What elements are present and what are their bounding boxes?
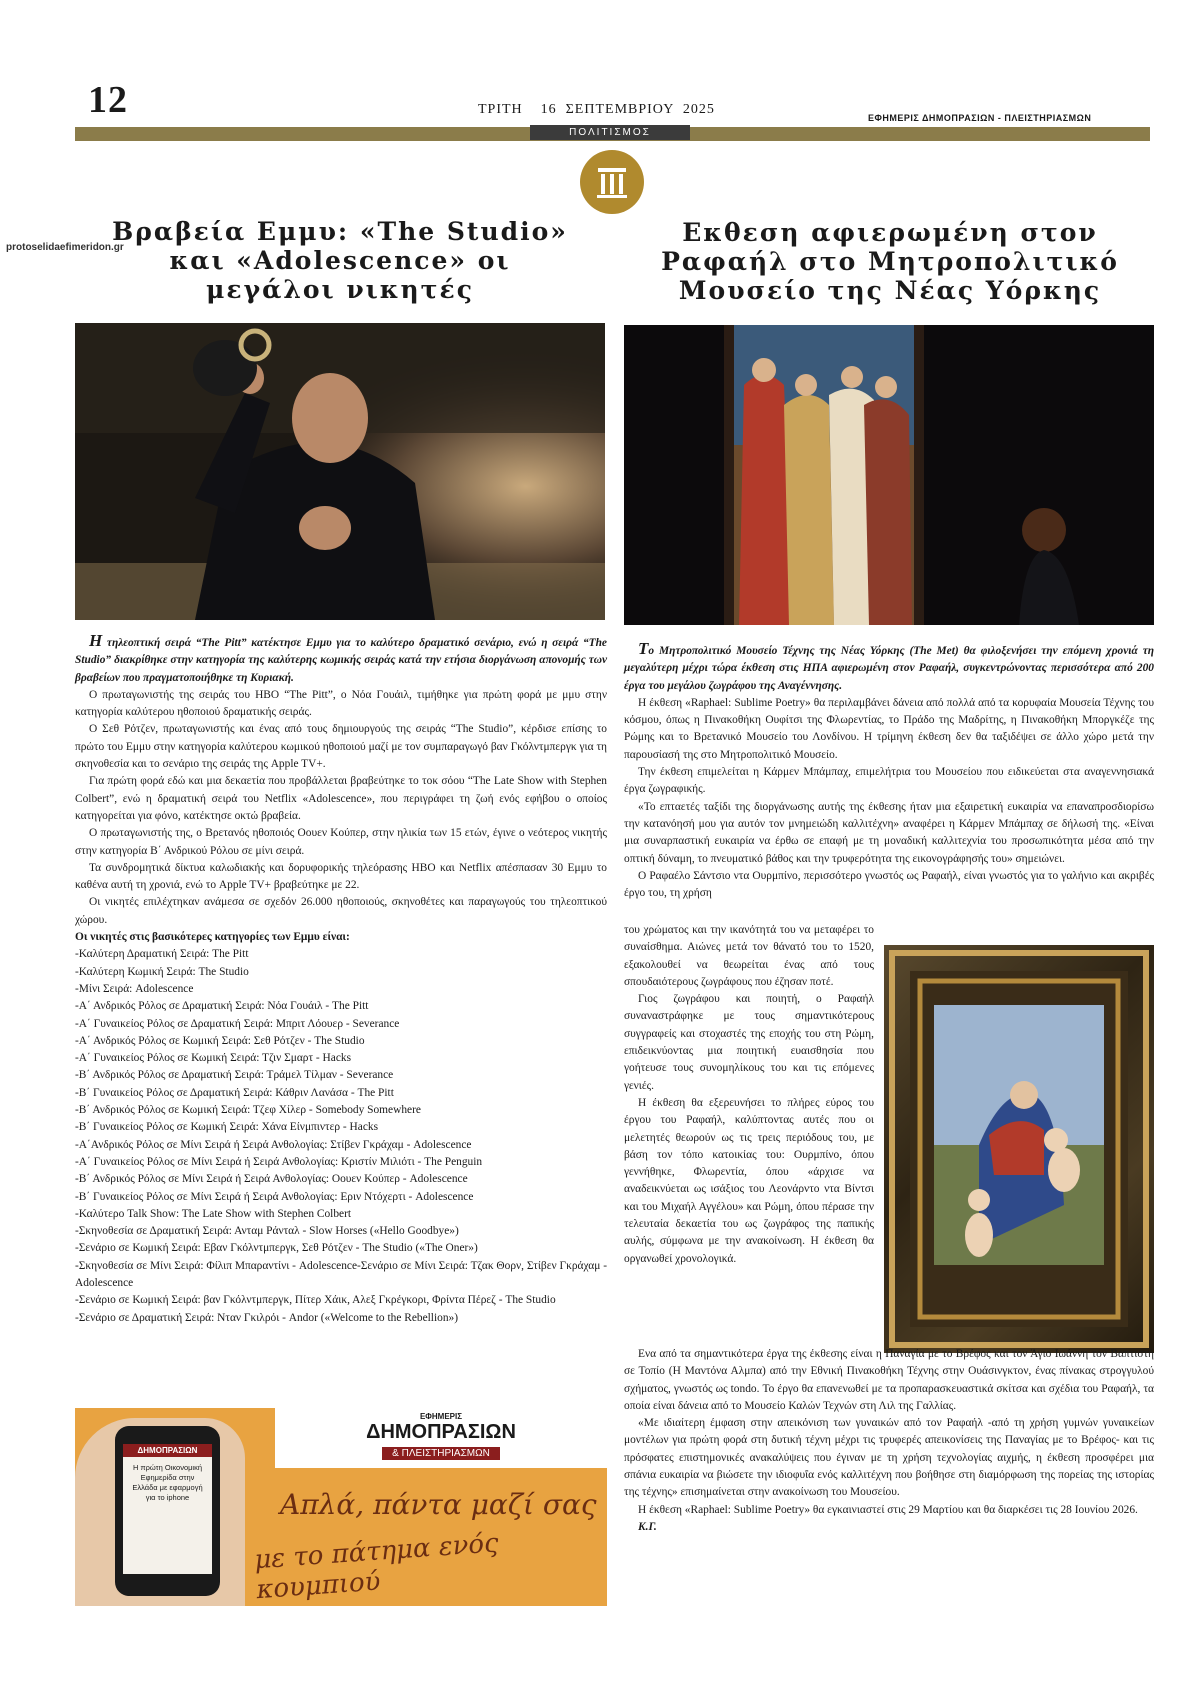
met-exhibition-photo — [624, 325, 1154, 625]
column-icon — [580, 150, 644, 214]
section-label: ΠΟΛΙΤΙΣΜΟΣ — [530, 125, 690, 140]
winners-list-title: Οι νικητές στις βασικότερες κατηγορίες των Εμμυ είναι: — [75, 931, 350, 944]
winner-item: -Β΄ Γυναικείος Ρόλος σε Δραματική Σειρά: Κάθριν Λανάσα - The Pitt — [75, 1086, 394, 1099]
winner-item: -Α΄ Γυναικείος Ρόλος σε Μίνι Σειρά ή Σειρά Ανθολογίας: Κριστίν Μιλιότι - The Penguin — [75, 1155, 483, 1168]
paragraph: Η έκθεση «Raphael: Sublime Poetry» θα περιλαμβάνει δάνεια από πολλά από τα κορυφαία Μουσεία Τέχνης του κόσμου, όπως η Πινακοθήκη Ουφίτσι της Φλωρεντίας, το Πράδο της Μαδρίτης, η Πινακοθήκη Μποργκέζε της Ρώμης και το Βρετανικό Μουσείο του Λονδίνου. Η τρίμηνη έκθεση δεν θα ταξιδέψει σε άλλο χώρο μετά την παρουσίασή της στο Μητροπολιτικό Μουσείο. — [624, 696, 1154, 761]
paragraph: Την έκθεση επιμελείται η Κάρμεν Μπάμπαχ, επιμελήτρια του Μουσείου που ειδικεύεται στα αναγεννησιακά έργα ζωγραφικής. — [624, 766, 1154, 796]
ad-slogan-1: Απλά, πάντα μαζί σας — [280, 1488, 597, 1521]
right-article-body-bottom — [624, 1346, 1154, 1536]
winner-item: -Α΄ Ανδρικός Ρόλος σε Κωμική Σειρά: Σεθ Ρότζεν - The Studio — [75, 1034, 365, 1047]
winner-item: -Α΄Ανδρικός Ρόλος σε Μίνι Σειρά ή Σειρά Ανθολογίας: Στίβεν Γκράχαμ - Adolescence — [75, 1138, 472, 1151]
emmy-winner-photo — [75, 323, 605, 620]
paragraph: Ο Σεθ Ρότζεν, πρωταγωνιστής και ένας από τους δημιουργούς της σειράς “The Studio”, κέρδισε επίσης το πρώτο του Εμμυ στην κατηγορία καλύτερου κωμικού ηθοποιού μαζί με τον συμπαραγωγό βαν Γκόλντμπεργκ για τη σκηνοθεσία και το σενάριο της σειράς της Apple TV+. — [75, 723, 607, 771]
paragraph: Οι νικητές επιλέχτηκαν ανάμεσα σε σχεδόν 26.000 ηθοποιούς, σκηνοθέτες και παραγωγούς του τηλεοπτικού χώρου. — [75, 896, 607, 926]
winner-item: -Σκηνοθεσία σε Μίνι Σειρά: Φίλιπ Μπαραντίνι - Adolescence-Σενάριο σε Μίνι Σειρά: Τζακ Θορν, Στίβεν Γκράχαμ - Adolescence — [75, 1259, 607, 1289]
paragraph: Ο πρωταγωνιστής της, ο Βρετανός ηθοποιός Οουεν Κούπερ, στην ηλικία των 15 ετών, έγινε ο νεότερος νικητής στην κατηγορία Β΄ Ανδρικού Ρόλου σε μίνι σειρά. — [75, 827, 607, 857]
winner-item: -Σενάριο σε Δραματική Σειρά: Νταν Γκιλρόι - Andor («Welcome to the Rebellion») — [75, 1311, 459, 1324]
ad-brand-box — [275, 1408, 607, 1468]
phone-brand: ΔΗΜΟΠΡΑΣΙΩΝ — [123, 1444, 212, 1457]
paragraph: Η έκθεση θα εξερευνήσει το πλήρες εύρος του έργου του Ραφαήλ, καλύπτοντας αυτές που οι μελετητές θεωρούν ως τις τρεις περιόδους του, με βάση τον τόπο κατοικίας του: Ουρμπίνο, όπου γεννήθηκε, Φλωρεντία, όπου «άρχισε να αναδεικνύεται ως ισάξιος του Λεονάρντο ντα Βίντσι και του Μιχαήλ Αγγέλου» και Ρώμη, όπου πέρασε την τελευταία δεκαετία του ως ζωγράφος της παπικής αυλής, σύμφωνα με την ανακοίνωση. Η έκθεση θα οργανωθεί χρονολογικά. — [624, 1096, 874, 1265]
issue-date: ΤΡΙΤΗ 16 ΣΕΠΤΕΜΒΡΙΟΥ 2025 — [478, 102, 715, 117]
paragraph: Ο πρωταγωνιστής της σειράς του HBO “The Pitt”, ο Νόα Γουάιλ, τιμήθηκε για πρώτη φορά με μμυ στην κατηγορία καλύτερου ηθοποιού δραματικής σειράς. — [75, 688, 607, 719]
winner-item: -Α΄ Γυναικείος Ρόλος σε Κωμική Σειρά: Τζιν Σμαρτ - Hacks — [75, 1052, 352, 1065]
winner-item: -Καλύτερο Talk Show: The Late Show with Stephen Colbert — [75, 1207, 352, 1220]
raphael-painting-photo — [884, 945, 1154, 1353]
paragraph: του χρώματος και την ικανότητά του να μεταφέρει το συναίσθημα. Αιώνες μετά τον θάνατό του το 1520, εξακολουθεί να θεωρείται ένας από τους σπουδαιότερους ζωγράφους που έζησαν ποτέ. — [624, 924, 874, 988]
ad-brand-sub: & ΠΛΕΙΣΤΗΡΙΑΣΜΩΝ — [382, 1447, 500, 1460]
right-article-headline: Εκθεση αφιερωμένη στον Ραφαήλ στο Μητροπολιτικό Μουσείο της Νέας Υόρκης — [661, 218, 1119, 305]
paragraph: Τα συνδρομητικά δίκτυα καλωδιακής και δορυφορικής τηλεόρασης HBO και Netflix απέσπασαν 30 Εμμυ το καθένα αυτή τη χρονιά, ενώ το Apple TV+ βραβεύτηκε με 22. — [75, 861, 607, 892]
winner-item: -Α΄ Ανδρικός Ρόλος σε Δραματική Σειρά: Νόα Γουάιλ - The Pitt — [75, 1000, 369, 1013]
winner-item: -Καλύτερη Κωμική Σειρά: The Studio — [75, 965, 249, 978]
winner-item: -Μίνι Σειρά: Adolescence — [75, 982, 194, 995]
paragraph: «Με ιδιαίτερη έμφαση στην απεικόνιση των γυναικών από τον Ραφαήλ -από τη χρήση γυμνών γυναικείων μοντέλων για πρώτη φορά στη δυτική τέχνη μέχρι τις τρυφερές απεικονίσεις της Παναγίας με το Βρέφος- και τις πρόσφατες επιστημονικές ανακαλύψεις που έγιναν με τη χρήση τεχνολογίας αιχμής, η έκθεση προσφέρει μια σπάνια ευκαιρία να βιώσετε την ιδιοφυΐα ενός καλλιτέχνη που βοήθησε στη διαμόρφωση της πορείας της ιστορίας της τέχνης» επισημαίνεται στην ανακοίνωση του Μουσείου. — [624, 1417, 1154, 1499]
winner-item: -Σκηνοθεσία σε Δραματική Σειρά: Ανταμ Ράνταλ - Slow Horses («Hello Goodbye») — [75, 1225, 459, 1238]
paragraph: Για πρώτη φορά εδώ και μια δεκαετία που προβάλλεται βραβεύτηκε το τοκ σόου “The Late Show with Stephen Colbert”, ενώ η δραματική σειρά του Netflix «Adolescence», που περιγράφει τη ζωή ενός εφήβου ο οποίος κατηγορείται για φόνο, κατέκτησε οκτώ βραβεία. — [75, 775, 607, 822]
paragraph: «Το επταετές ταξίδι της διοργάνωσης αυτής της έκθεσης ήταν μια εξαιρετική ευκαιρία να επαναπροσδιορίσω την κατανόησή μου για αυτόν τον μνημειώδη καλλιτέχνη» αναφέρει η Κάρμεν Μπάμπαχ σε δήλωσή της. «Είναι μια συναρπαστική ευκαιρία να έρθω σε επαφή με τη μοναδική καλλιτεχνία του προσωπικότητα μέσα από την οπτική δύναμη, το πνευματικό βάθος και την τρυφερότητα της εικονογράφησής του» σημειώνει. — [624, 800, 1154, 865]
page-number: 12 — [88, 79, 128, 121]
left-article-headline: Βραβεία Εμμυ: «The Studio» και «Adolescence» οι μεγάλοι νικητές — [112, 217, 568, 304]
winner-item: -Β΄ Ανδρικός Ρόλος σε Μίνι Σειρά ή Σειρά Ανθολογίας: Οουεν Κούπερ - Adolescence — [75, 1173, 468, 1186]
right-article-body-narrow — [624, 922, 874, 1268]
phone-text: Η πρώτη Οικονομική Εφημερίδα στην Ελλάδα με εφαρμογή για το iphone — [132, 1463, 203, 1502]
winner-item: -Β΄ Ανδρικός Ρόλος σε Κωμική Σειρά: Τζεφ Χίλερ - Somebody Somewhere — [75, 1104, 421, 1117]
winner-item: -Β΄ Γυναικείος Ρόλος σε Μίνι Σειρά ή Σειρά Ανθολογίας: Εριν Ντόχερτι - Adolescence — [75, 1190, 474, 1203]
ad-brand-main: ΔΗΜΟΠΡΑΣΙΩΝ — [366, 1421, 516, 1443]
ad-phone — [115, 1426, 220, 1596]
ad-slogan-2: με το πάτημα ενός κουμπιού — [253, 1528, 500, 1606]
ad-brand-top: ΕΦΗΜΕΡΙΣ — [419, 1412, 463, 1421]
paragraph: Ενα από τα σημαντικότερα έργα της έκθεσης είναι η Παναγία με το Βρέφος και τον Άγιο Ιωάννη τον Βαπτιστή σε Τοπίο (Η Μαντόνα Αλμπα) από την Εθνική Πινακοθήκη Τέχνης στην Ουάσινγκτον, ένας πίνακας στρογγυλού σχήματος, γνωστός ως tondo. Το έργο θα επανενωθεί με τα προπαρασκευαστικά σκίτσα και σχέδια του Ραφαήλ, τα οποία είναι δάνεια από το Μουσείο Καλών Τεχνών στη Λιλ της Γαλλίας. — [624, 1348, 1154, 1412]
winner-item: -Καλύτερη Δραματική Σειρά: The Pitt — [75, 948, 249, 961]
winner-item: -Σενάριο σε Κωμική Σειρά: Εβαν Γκόλντμπεργκ, Σεθ Ρότζεν - The Studio («The Oner») — [75, 1242, 478, 1255]
left-article-body — [75, 632, 607, 1327]
article-author: Κ.Γ. — [638, 1520, 657, 1533]
winner-item: -Σενάριο σε Κωμική Σειρά: βαν Γκόλντμπεργκ, Πίτερ Χάικ, Αλεξ Γκρέγκορι, Φρίντα Πέρεζ - The Studio — [75, 1294, 556, 1307]
right-article-body-top — [624, 640, 1154, 902]
left-article-lead: Η τηλεοπτική σειρά “The Pitt” κατέκτησε Εμμυ για το καλύτερο δραματικό σενάριο, ενώ η σειρά “The Studio” διακρίθηκε στην κατηγορία της καλύτερης κωμικής σειράς κατά την ετήσια διοργάνωση απονομής των βραβείων που πραγματοποιήθηκε τη Κυριακή. — [75, 631, 607, 684]
site-watermark: protoselidaefimeridon.gr — [6, 242, 124, 253]
paragraph: Γιος ζωγράφου και ποιητή, ο Ραφαήλ συναναστράφηκε με τους σημαντικότερους συγγραφείς και στοχαστές της εποχής του στη Ρώμη, επιδεικνύοντας μια ποιητική ευαισθησία που γοήτευσε τους συνομηλίκους του και τις επόμενες γενιές. — [624, 993, 874, 1092]
right-article-lead: Το Μητροπολιτικό Μουσείο Τέχνης της Νέας Υόρκης (The Met) θα φιλοξενήσει την επόμενη χρονιά τη μεγαλύτερη μέχρι τώρα έκθεση στις ΗΠΑ αφιερωμένη στον Ραφαήλ, συγκεντρώνοντας περισσότερα από 200 έργα του μεγάλου ζωγράφου της Αναγέννησης. — [624, 639, 1154, 692]
winners-list — [75, 946, 607, 1327]
paragraph: Ο Ραφαέλο Σάντσιο ντα Ουρμπίνο, περισσότερο γνωστός ως Ραφαήλ, είναι γνωστός για το γαλήνιο και ακριβές έργο του, τη χρήση — [624, 869, 1154, 900]
newspaper-app-ad[interactable] — [75, 1408, 607, 1606]
winner-item: -Β΄ Γυναικείος Ρόλος σε Κωμική Σειρά: Χάνα Είνμπιντερ - Hacks — [75, 1121, 379, 1134]
winner-item: -Α΄ Γυναικείος Ρόλος σε Δραματική Σειρά: Μπριτ Λόουερ - Severance — [75, 1017, 400, 1030]
paragraph: Η έκθεση «Raphael: Sublime Poetry» θα εγκαινιαστεί στις 29 Μαρτίου και θα διαρκέσει τις 28 Ιουνίου 2026. — [638, 1503, 1138, 1516]
masthead-label: ΕΦΗΜΕΡΙΣ ΔΗΜΟΠΡΑΣΙΩΝ - ΠΛΕΙΣΤΗΡΙΑΣΜΩΝ — [868, 113, 1092, 123]
winner-item: -Β΄ Ανδρικός Ρόλος σε Δραματική Σειρά: Τράμελ Τίλμαν - Severance — [75, 1069, 394, 1082]
